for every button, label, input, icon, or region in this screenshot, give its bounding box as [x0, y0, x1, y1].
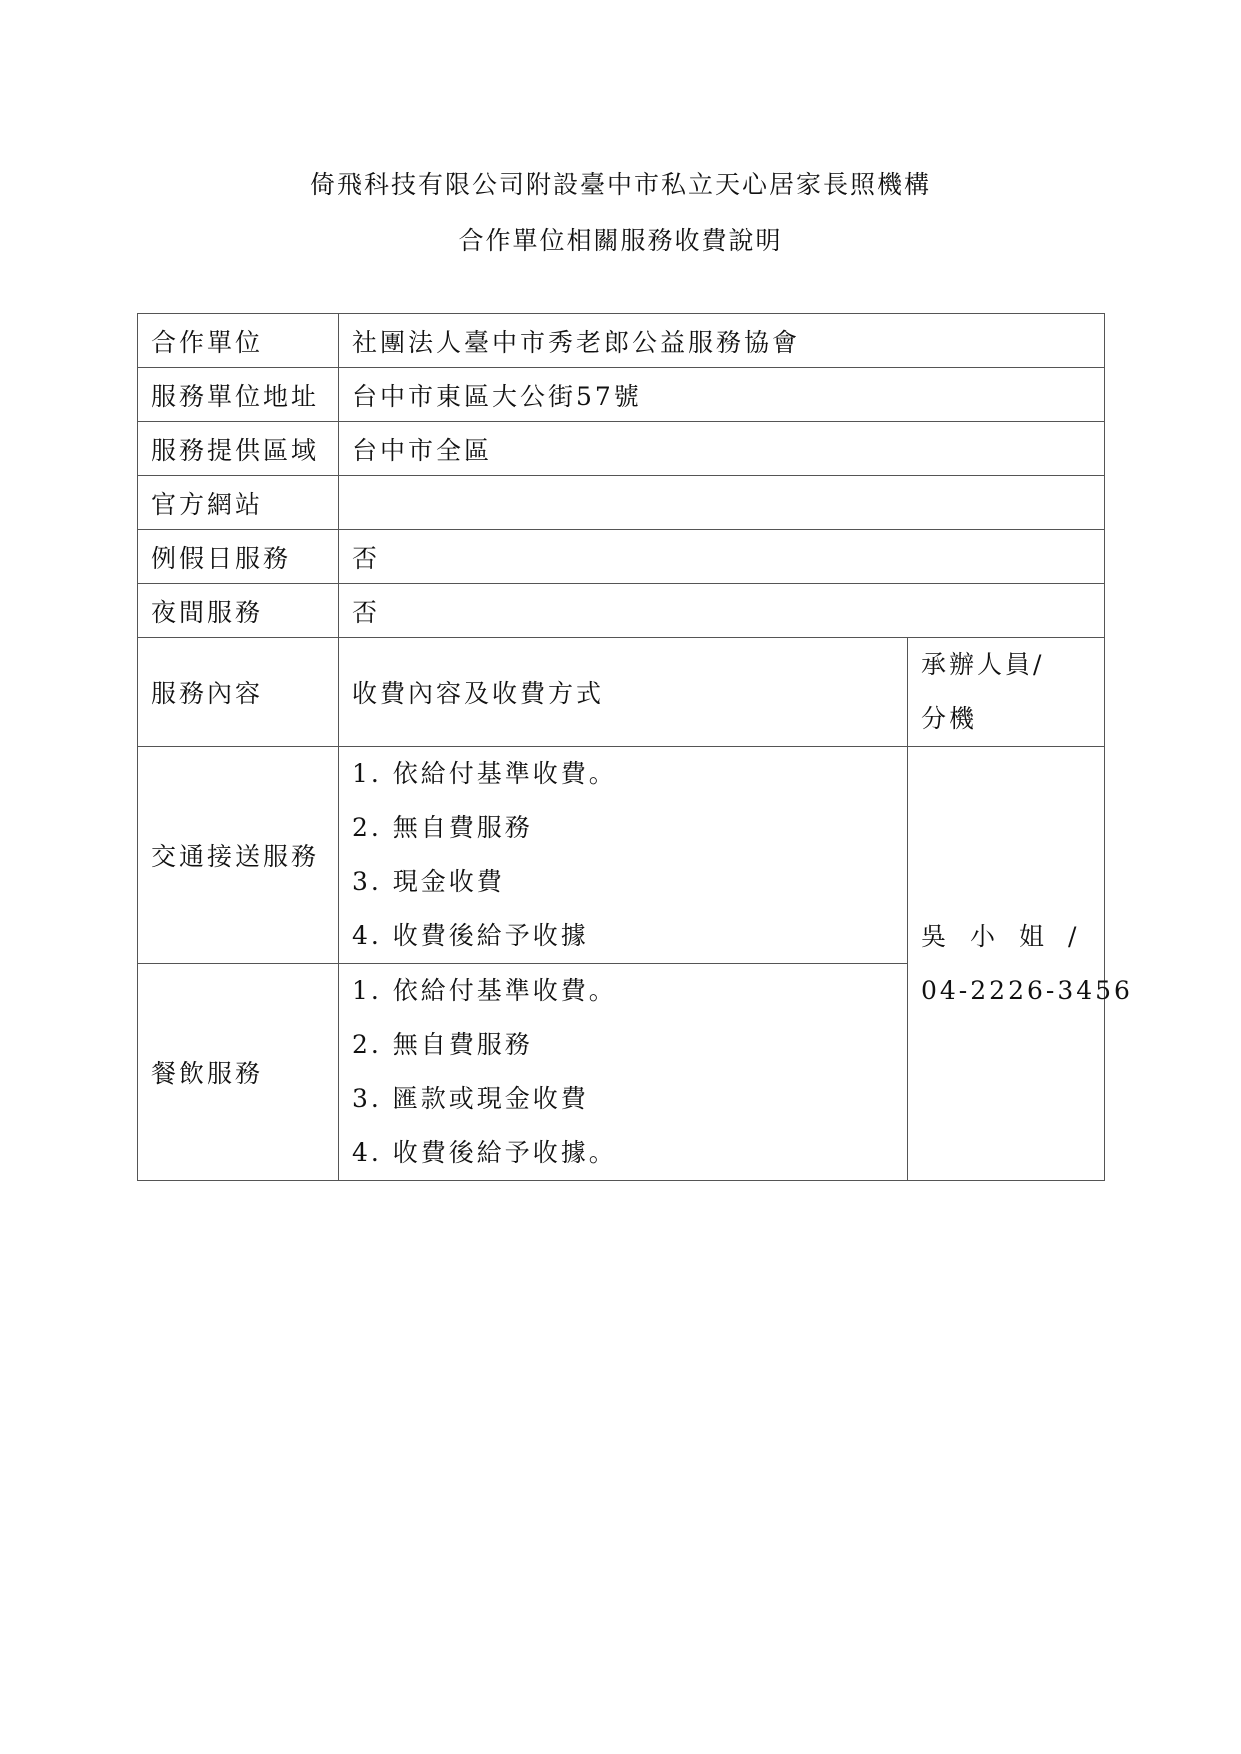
row-label: 官方網站	[138, 476, 339, 530]
contact-phone: 04-2226-3456	[921, 975, 1133, 1005]
service-name: 餐飲服務	[138, 964, 339, 1181]
table-row	[138, 368, 1105, 422]
table-row	[138, 422, 1105, 476]
service-name: 交通接送服務	[138, 747, 339, 964]
table-row	[138, 314, 1105, 368]
header-service: 服務內容	[138, 638, 339, 747]
row-value	[339, 476, 1105, 530]
row-label: 合作單位	[138, 314, 339, 368]
fee-item: 1. 依給付基準收費。	[352, 976, 617, 1005]
fee-item: 4. 收費後給予收據。	[352, 1138, 617, 1167]
contact-name: 吳小姐/	[921, 921, 1101, 951]
header-contact	[908, 638, 1105, 747]
table-row	[138, 476, 1105, 530]
header-contact-line: 承辦人員/	[921, 650, 1045, 679]
service-fee-list	[339, 747, 908, 964]
row-value: 否	[339, 530, 1105, 584]
document-subtitle: 合作單位相關服務收費說明	[458, 226, 783, 255]
table-row	[138, 530, 1105, 584]
fee-item: 4. 收費後給予收據	[352, 921, 589, 950]
row-label: 例假日服務	[138, 530, 339, 584]
row-value: 否	[339, 584, 1105, 638]
fee-item: 1. 依給付基準收費。	[352, 759, 617, 788]
header-fee: 收費內容及收費方式	[339, 638, 908, 747]
fee-item: 2. 無自費服務	[352, 813, 533, 842]
fee-item: 3. 匯款或現金收費	[352, 1084, 589, 1113]
service-fee-list	[339, 964, 908, 1181]
fee-item: 2. 無自費服務	[352, 1030, 533, 1059]
document-title: 倚飛科技有限公司附設臺中市私立天心居家長照機構	[309, 170, 931, 199]
row-label: 服務提供區域	[138, 422, 339, 476]
row-label: 夜間服務	[138, 584, 339, 638]
service-row	[138, 747, 1105, 964]
fee-table	[137, 313, 1133, 1181]
row-label: 服務單位地址	[138, 368, 339, 422]
contact-cell	[908, 747, 1133, 1181]
fee-item: 3. 現金收費	[352, 867, 505, 896]
table-header-row	[138, 638, 1105, 747]
header-contact-line: 分機	[921, 704, 978, 733]
row-value: 台中市東區大公街57號	[339, 368, 1105, 422]
table-row	[138, 584, 1105, 638]
row-value: 社團法人臺中市秀老郎公益服務協會	[339, 314, 1105, 368]
row-value: 台中市全區	[339, 422, 1105, 476]
